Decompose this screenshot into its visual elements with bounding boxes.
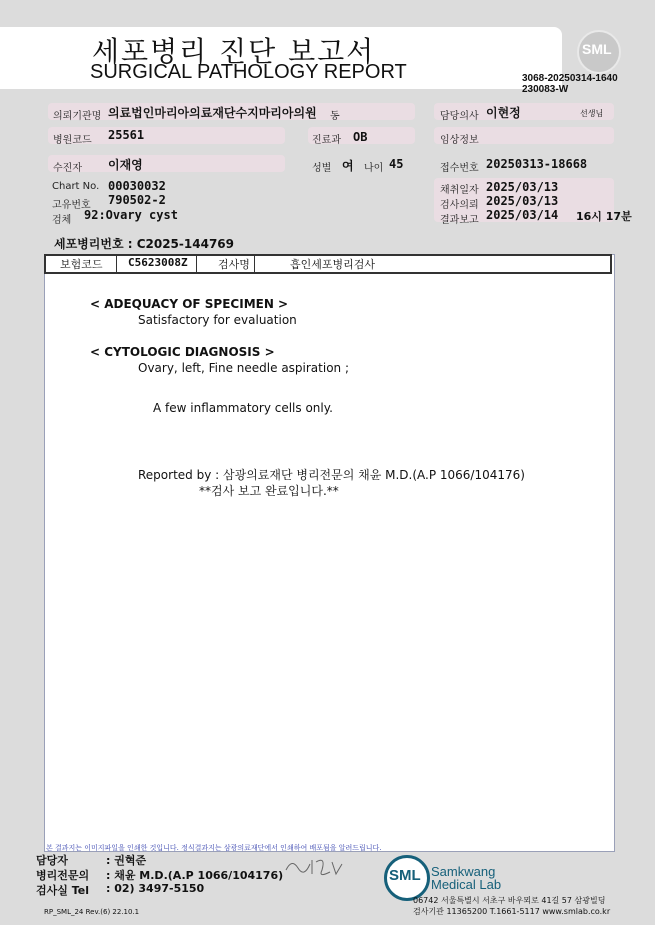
patient-label: 수진자 (53, 163, 82, 174)
lab-address: 06742 서울특별시 서초구 바우뫼로 41길 57 삼광빌딩 (413, 896, 606, 905)
doctor-suffix: 선생님 (580, 109, 604, 118)
receipt-label: 접수번호 (440, 163, 479, 174)
diagnosis-line-2: A few inflammatory cells only. (153, 401, 333, 415)
age-value: 45 (389, 157, 404, 171)
manager-value: : 권혁준 (106, 854, 147, 867)
doctor-value: 이현정 (486, 106, 521, 120)
test-info-row (44, 254, 612, 274)
patient-value: 이재영 (108, 158, 143, 172)
chart-value: 00030032 (108, 179, 166, 193)
result-value: 2025/03/14 (486, 208, 559, 222)
hosp-code-label: 병원코드 (53, 135, 92, 146)
samkwang-logo-text: SML (389, 867, 421, 884)
receipt-value: 20250313-18668 (486, 157, 588, 171)
document-number-line1: 3068-20250314-1640 (522, 73, 618, 84)
hosp-code-value: 25561 (108, 128, 145, 142)
ins-code-value: C5623008Z (128, 256, 188, 269)
lab-name (431, 865, 501, 891)
ins-code-label: 보험코드 (60, 258, 103, 271)
adequacy-text: Satisfactory for evaluation (138, 313, 297, 327)
sex-label: 성별 (312, 163, 332, 174)
adequacy-heading: < ADEQUACY OF SPECIMEN > (90, 297, 289, 311)
specimen-label: 검체 (52, 215, 72, 226)
sex-value: 여 (342, 159, 354, 173)
collect-label: 채취일자 (440, 185, 479, 196)
reported-by: Reported by : 삼광의료재단 병리전문의 채윤 M.D.(A.P 1066/104176) (138, 468, 525, 482)
form-code: RP_SML_24 Rev.(6) 22.10.1 (44, 908, 140, 916)
diagnosis-line-1: Ovary, left, Fine needle aspiration ; (138, 361, 350, 375)
request-value: 2025/03/13 (486, 194, 559, 208)
chart-label: Chart No. (52, 181, 100, 192)
unique-label: 고유번호 (52, 200, 91, 211)
test-name-label: 검사명 (218, 258, 250, 271)
test-name-value: 흡인세포병리검사 (290, 258, 376, 271)
document-number-line2: 230083-W (522, 84, 569, 95)
signature-icon (282, 852, 352, 880)
pathologist-label: 병리전문의 (36, 869, 90, 882)
req-org-label: 의뢰기관명 (53, 111, 102, 122)
result-label: 결과보고 (440, 215, 479, 226)
diagnosis-heading: < CYTOLOGIC DIAGNOSIS > (90, 345, 275, 359)
tel-label: 검사실 Tel (36, 884, 89, 897)
dept-value: OB (353, 130, 368, 144)
disclaimer: 본 결과지는 이미지파일을 인쇄한 것입니다. 정식결과지는 삼광의료재단에서 인쇄하여 배포됨을 알려드립니다. (46, 844, 382, 852)
document-number (522, 73, 618, 95)
lab-name-line2: Medical Lab (431, 877, 502, 892)
sml-logo-text: SML (582, 41, 612, 57)
req-org-value: 의료법인마리아의료재단수지마리아의원 (108, 106, 317, 120)
collect-value: 2025/03/13 (486, 180, 559, 194)
specimen-value: 92:Ovary cyst (84, 208, 178, 222)
report-title-korean: 세포병리 진단 보고서 (92, 35, 376, 68)
unique-value: 790502-2 (108, 193, 166, 207)
ward-label: 동 (330, 111, 340, 122)
result-time: 16시 17분 (576, 210, 632, 223)
clinical-label: 임상정보 (440, 135, 479, 146)
doctor-label: 담당의사 (440, 111, 479, 122)
tel-value: : 02) 3497-5150 (106, 882, 205, 895)
lab-institution-no: 검사기관 11365200 T.1661-5117 www.smlab.co.kr (413, 907, 611, 916)
request-label: 검사의뢰 (440, 200, 479, 211)
lab-name-line1: Samkwang (431, 864, 496, 879)
manager-label: 담당자 (36, 854, 68, 867)
report-title-english: SURGICAL PATHOLOGY REPORT (90, 61, 407, 83)
cytology-number: 세포병리번호 : C2025-144769 (54, 237, 234, 251)
report-body-box (44, 254, 615, 852)
completed-note: **검사 보고 완료입니다.** (199, 484, 339, 498)
dept-label: 진료과 (312, 135, 341, 146)
patient-pill (48, 155, 285, 172)
pathologist-value: : 채윤 M.D.(A.P 1066/104176) (106, 869, 284, 882)
age-label: 나이 (364, 163, 384, 174)
